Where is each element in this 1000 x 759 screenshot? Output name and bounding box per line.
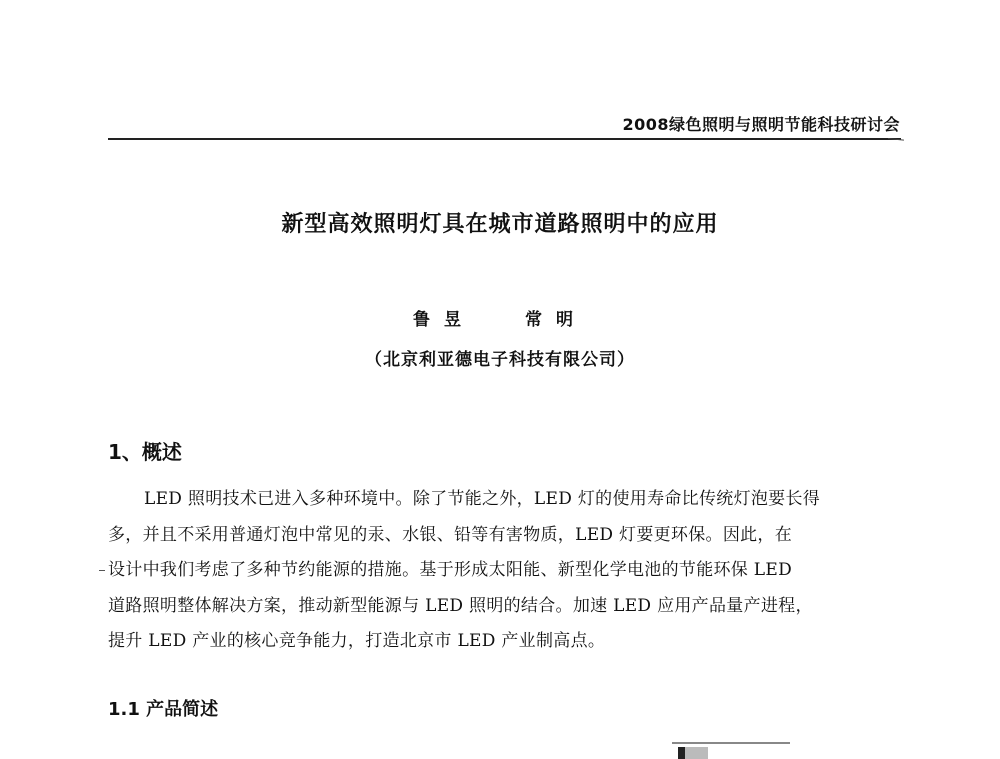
author-name: 常明 xyxy=(524,310,587,330)
paper-title: 新型高效照明灯具在城市道路照明中的应用 xyxy=(281,212,719,237)
paragraph-line: 道路照明整体解决方案，推动新型能源与 LED 照明的结合。加速 LED 应用产品量产进程， xyxy=(108,595,813,616)
margin-mark xyxy=(99,570,105,571)
paragraph-line: LED 照明技术已进入多种环境中。除了节能之外，LED 灯的使用寿命比传统灯泡要长得 xyxy=(144,489,821,509)
header-rule xyxy=(108,138,901,140)
section-heading: 1、概述 xyxy=(108,440,182,464)
figure-edge xyxy=(672,742,790,744)
author-name: 鲁昱 xyxy=(413,310,476,330)
paragraph-line: 多，并且不采用普通灯泡中常见的汞、水银、铅等有害物质，LED 灯要更环保。因此，在 xyxy=(108,524,793,545)
paragraph-line: 提升 LED 产业的核心竞争能力，打造北京市 LED 产业制高点。 xyxy=(108,631,606,651)
affiliation: （北京利亚德电子科技有限公司） xyxy=(365,350,635,370)
author-list xyxy=(0,305,1000,330)
subsection-heading: 1.1 产品简述 xyxy=(108,699,219,720)
figure-fragment xyxy=(678,747,708,759)
header-rule-end xyxy=(888,138,904,141)
running-header: 2008绿色照明与照明节能科技研讨会 xyxy=(622,115,900,134)
paragraph-line: 设计中我们考虑了多种节约能源的措施。基于形成太阳能、新型化学电池的节能环保 LED xyxy=(108,560,793,580)
body-paragraph xyxy=(108,482,901,660)
